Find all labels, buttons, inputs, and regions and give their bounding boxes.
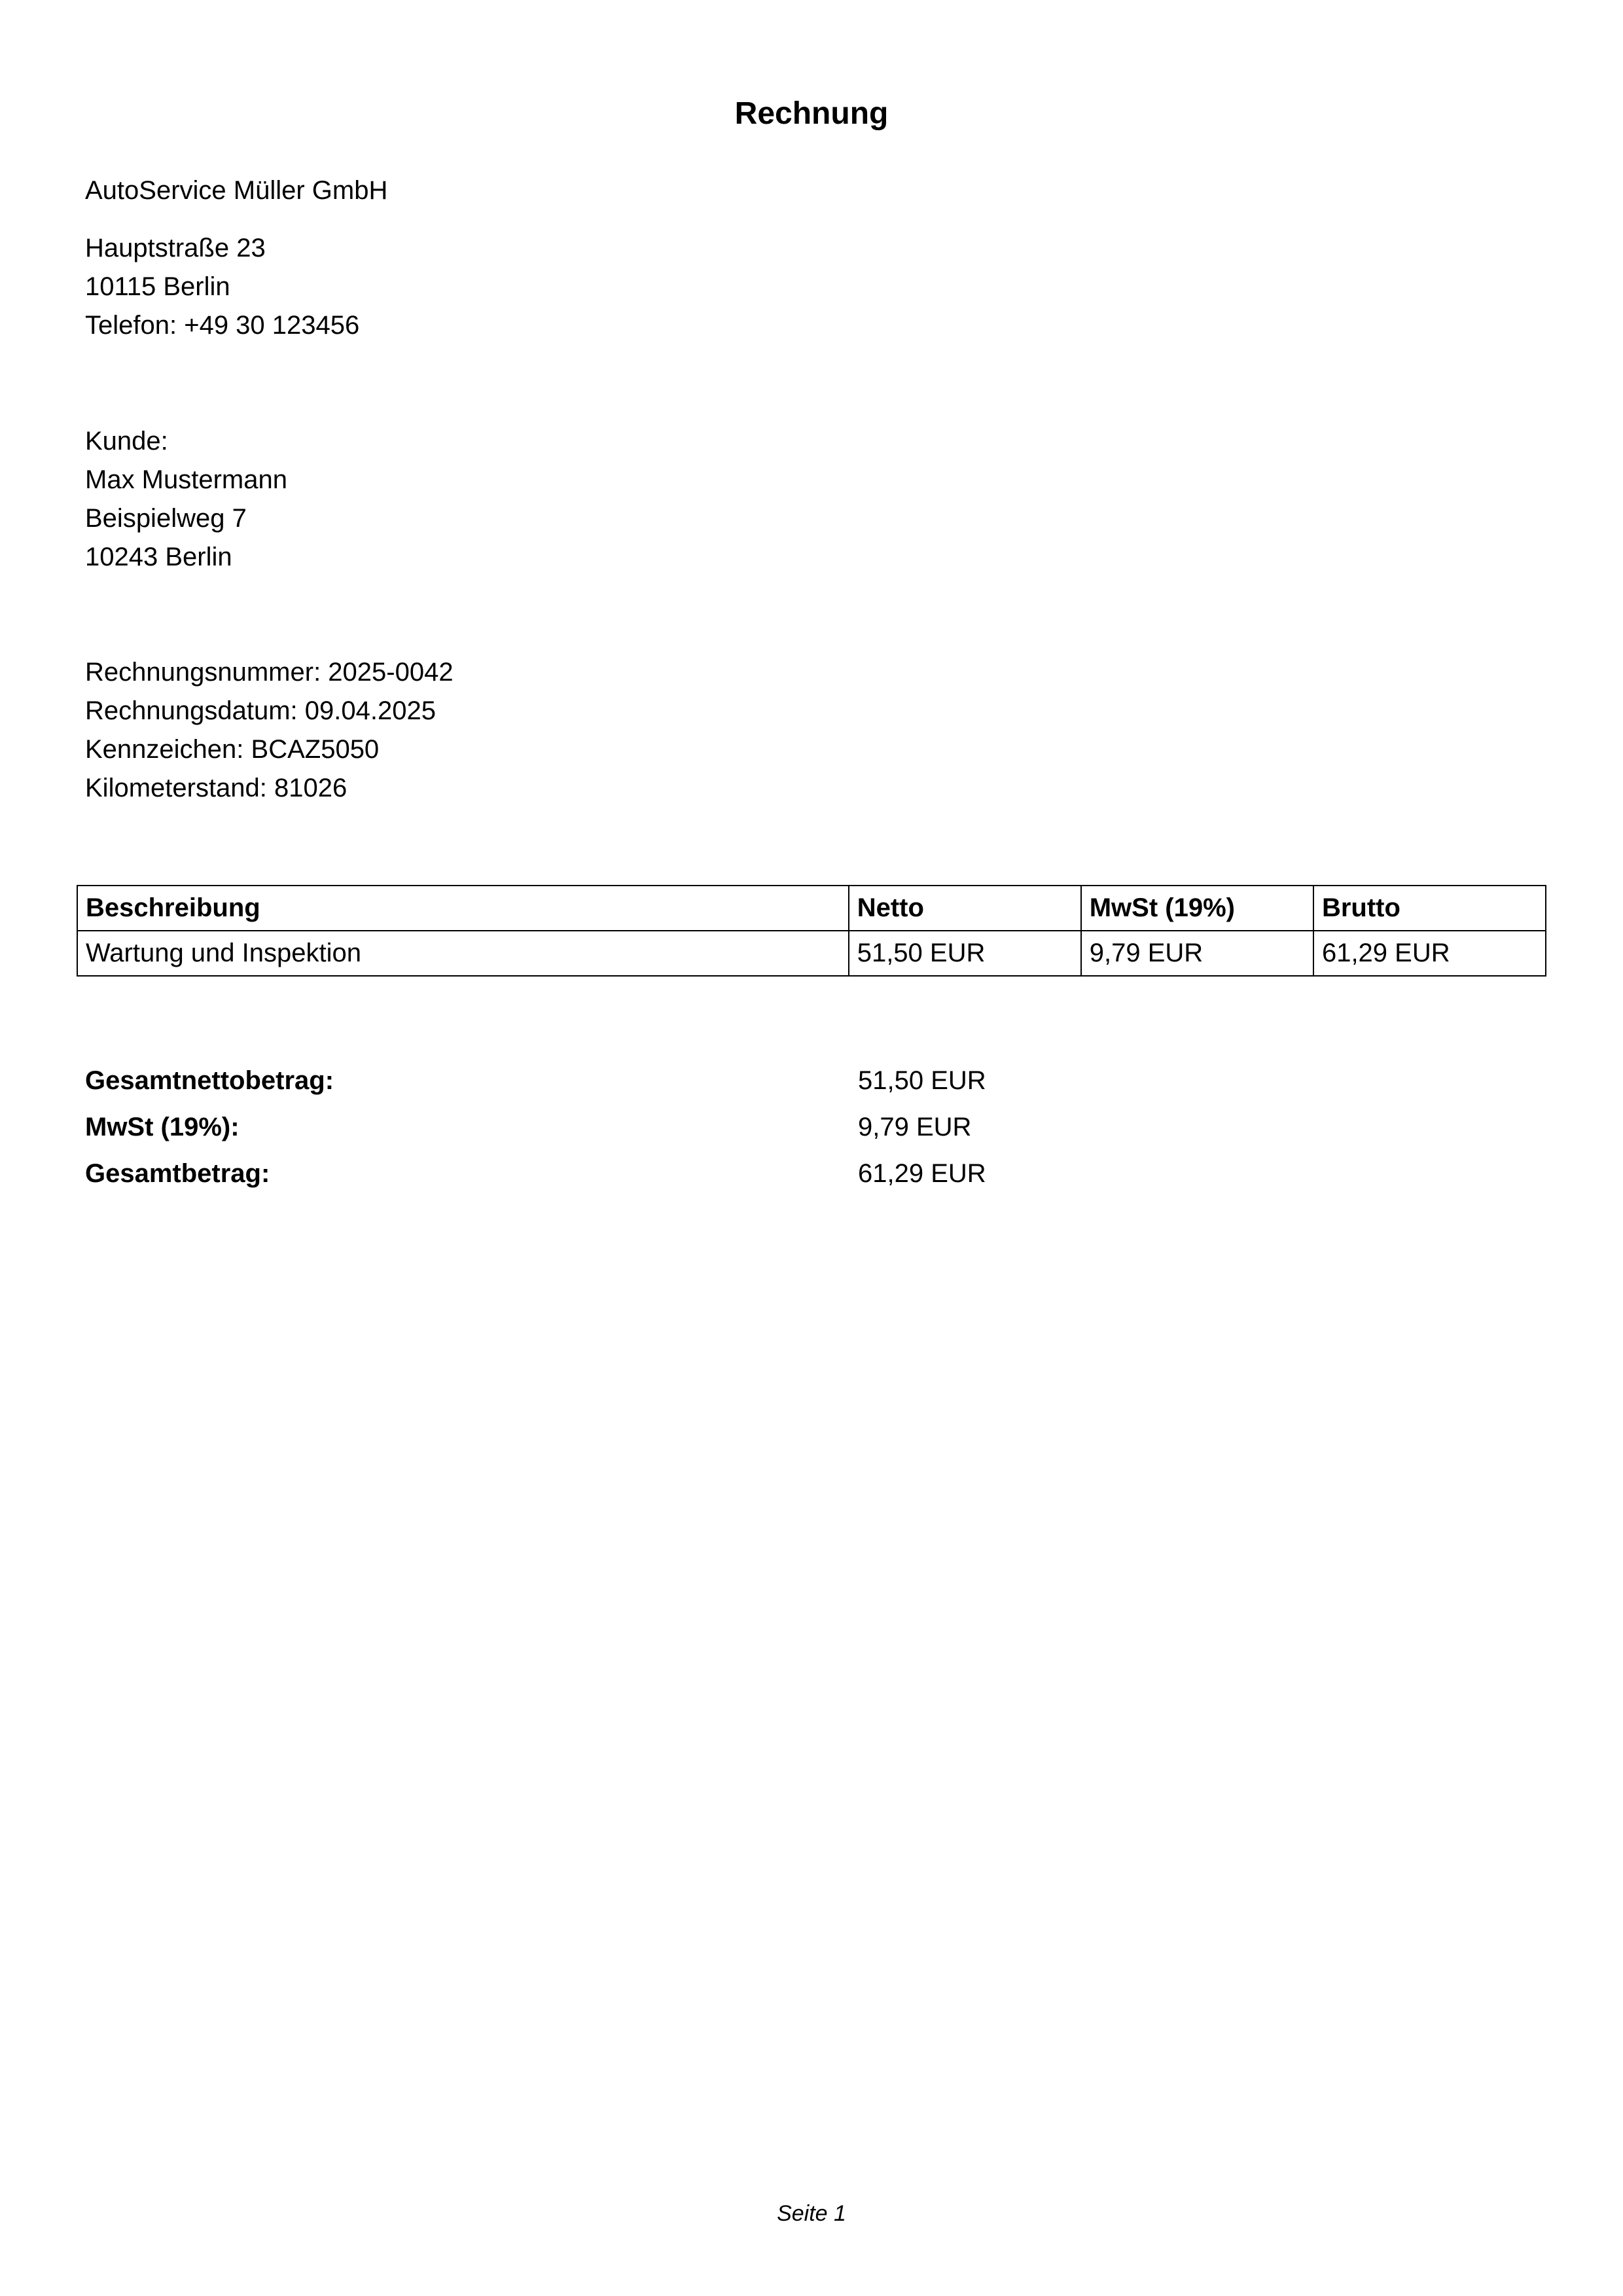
cell-vat: 9,79 EUR: [1081, 931, 1313, 976]
header-gross: Brutto: [1313, 886, 1546, 931]
mileage: Kilometerstand: 81026: [85, 774, 348, 802]
customer-label: Kunde:: [85, 427, 168, 456]
invoice-meta-block: [85, 653, 454, 808]
customer-city: 10243 Berlin: [85, 543, 232, 571]
header-description: Beschreibung: [77, 886, 849, 931]
table-header-row: [77, 886, 1546, 931]
company-address-block: [85, 229, 359, 345]
company-city: 10115 Berlin: [85, 272, 230, 301]
total-gross-label: Gesamtbetrag:: [85, 1159, 270, 1188]
invoice-number: Rechnungsnummer: 2025-0042: [85, 658, 454, 687]
license-plate: Kennzeichen: BCAZ5050: [85, 735, 380, 764]
header-net: Netto: [849, 886, 1081, 931]
customer-name: Max Mustermann: [85, 465, 287, 494]
total-vat-label: MwSt (19%):: [85, 1113, 240, 1141]
cell-net: 51,50 EUR: [849, 931, 1081, 976]
table-row: [77, 931, 1546, 976]
header-vat: MwSt (19%): [1081, 886, 1313, 931]
company-street: Hauptstraße 23: [85, 234, 266, 262]
page-number: Seite 1: [777, 2201, 846, 2226]
items-table: [77, 885, 1546, 977]
customer-block: [85, 422, 287, 577]
cell-description: Wartung und Inspektion: [77, 931, 849, 976]
company-phone: Telefon: +49 30 123456: [85, 311, 360, 340]
total-gross-value: 61,29 EUR: [858, 1159, 986, 1188]
cell-gross: 61,29 EUR: [1313, 931, 1546, 976]
invoice-date: Rechnungsdatum: 09.04.2025: [85, 696, 436, 725]
customer-street: Beispielweg 7: [85, 504, 247, 533]
document-title: Rechnung: [734, 96, 889, 131]
company-name-block: [85, 171, 387, 210]
total-net-value: 51,50 EUR: [858, 1066, 986, 1095]
company-name: AutoService Müller GmbH: [85, 176, 388, 205]
total-vat-value: 9,79 EUR: [858, 1113, 972, 1141]
total-net-label: Gesamtnettobetrag:: [85, 1066, 334, 1095]
